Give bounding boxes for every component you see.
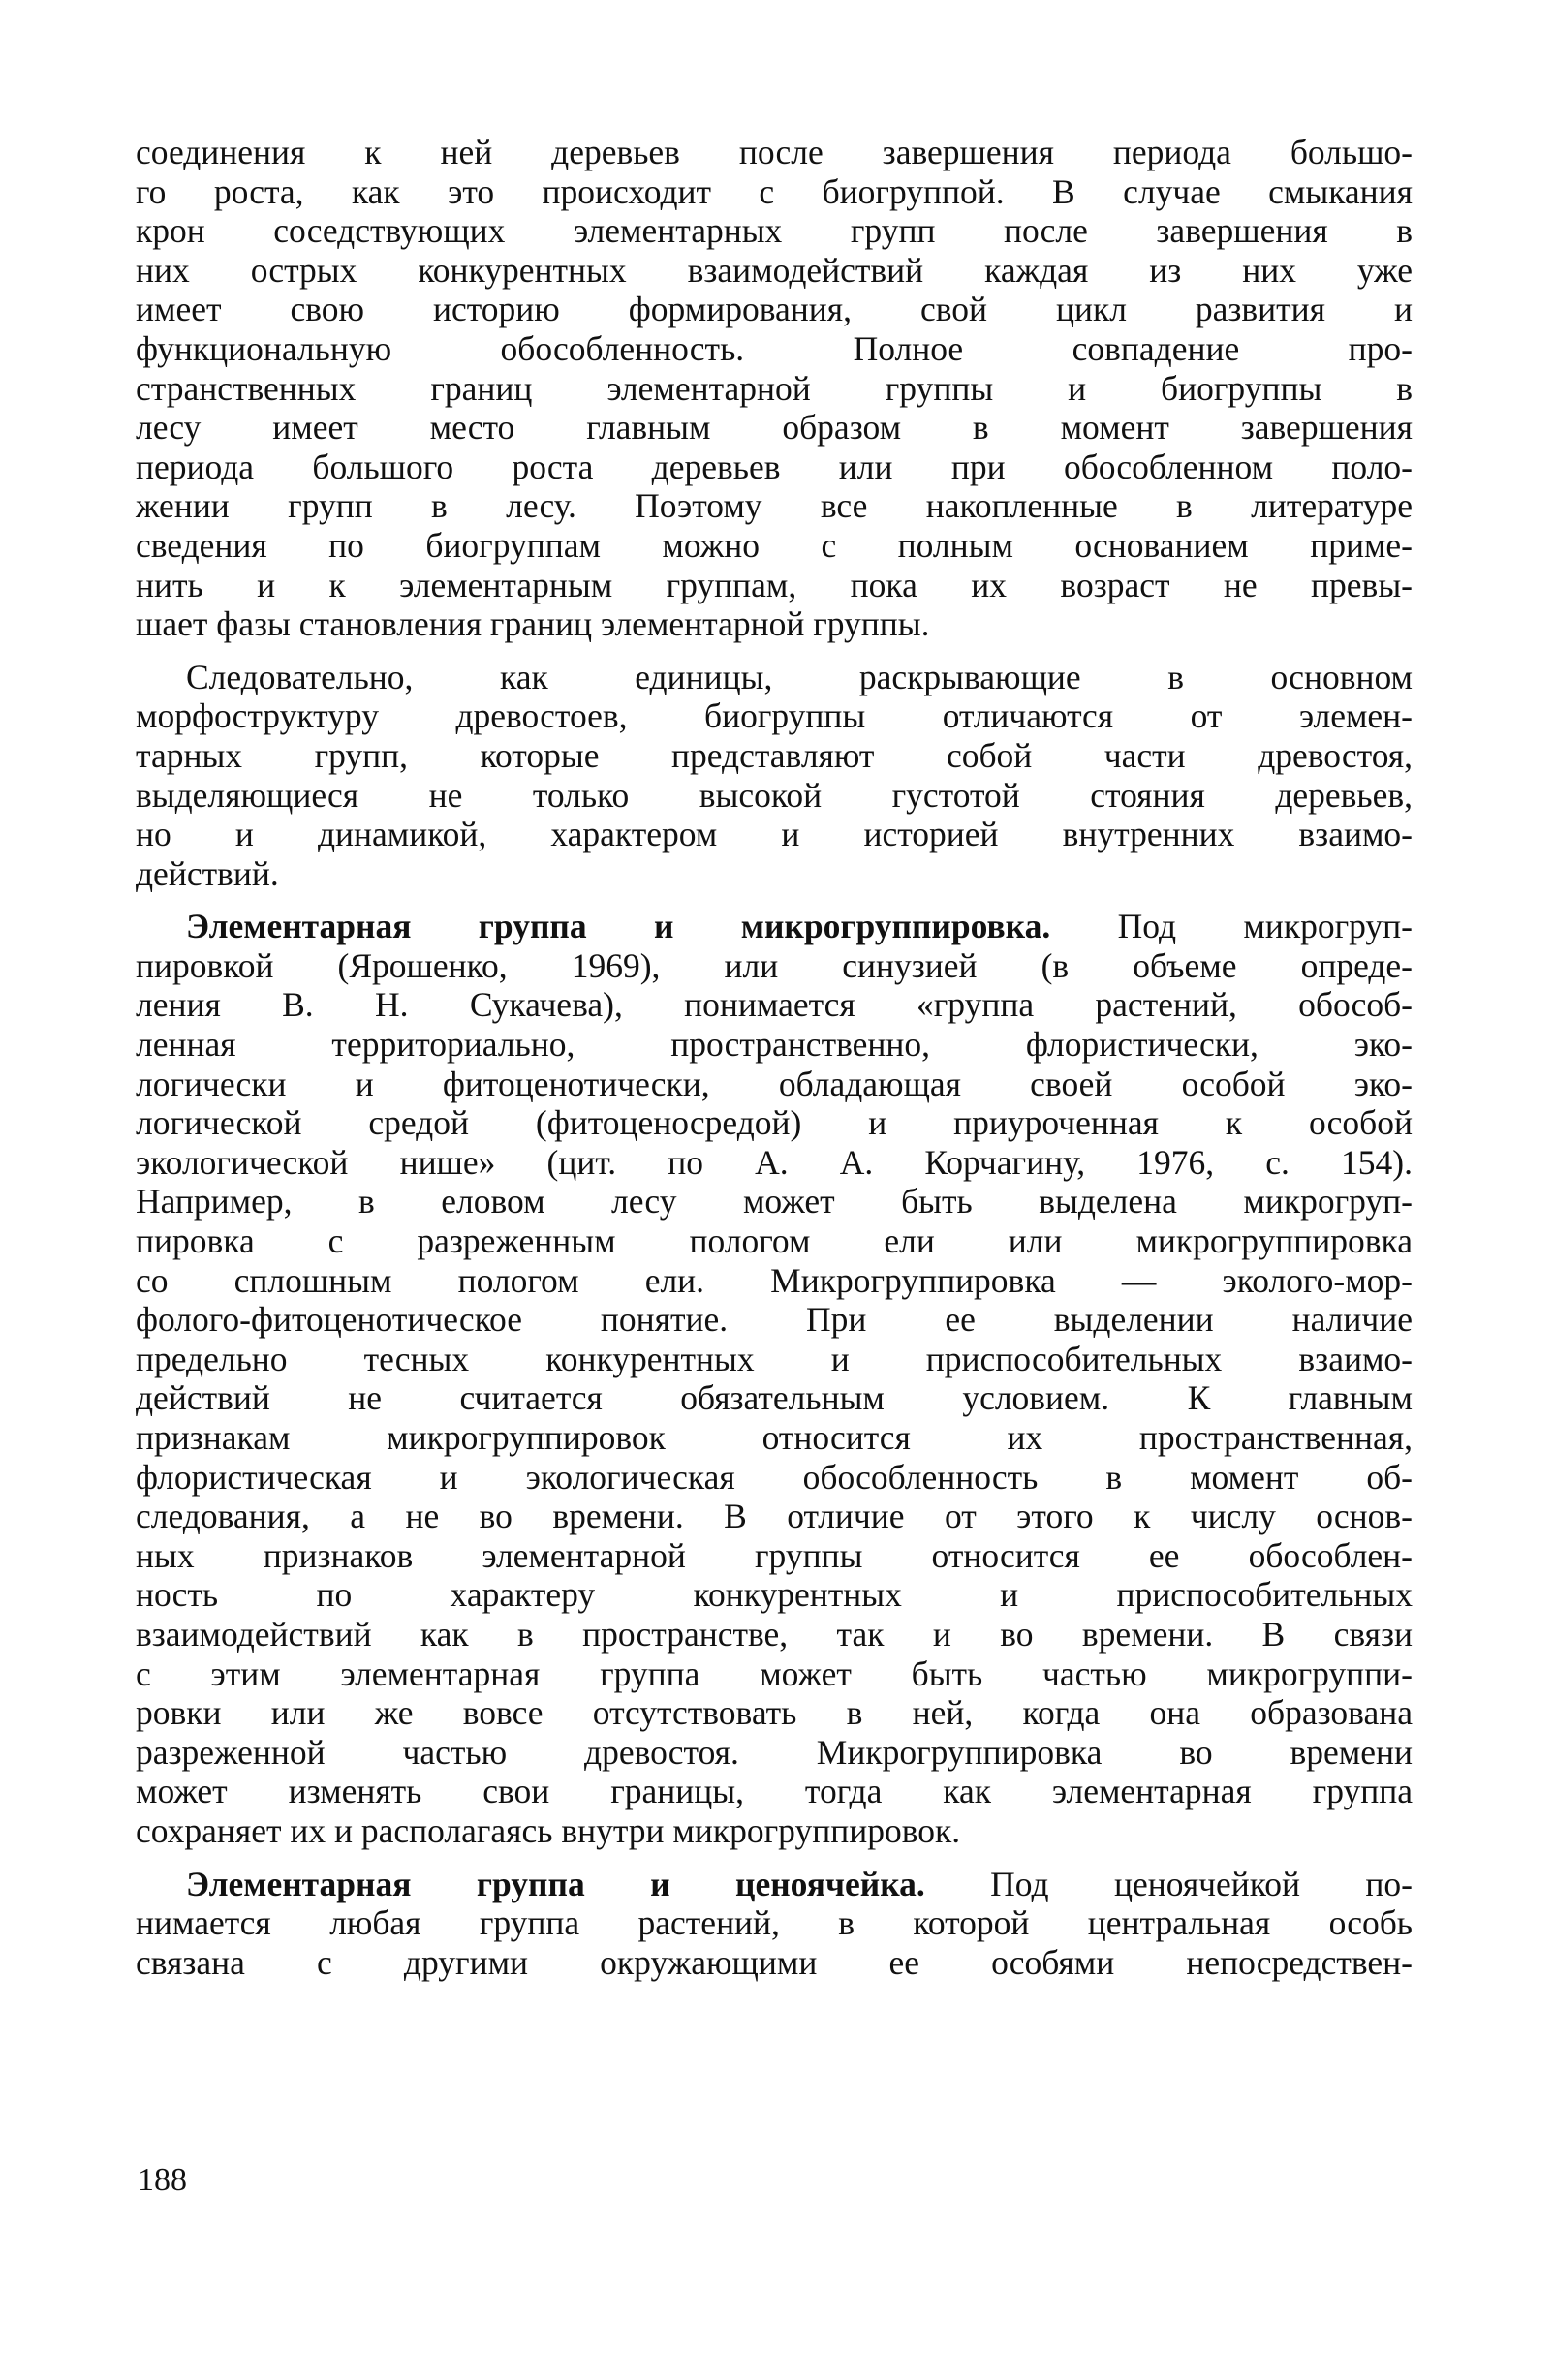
text-line: жении групп в лесу. Поэтому все накопленные в литературе <box>136 486 1413 526</box>
text-line: ления В. Н. Сукачева), понимается «группа растений, обособ- <box>136 985 1413 1025</box>
text-line: соединения к ней деревьев после завершения периода большо- <box>136 133 1413 171</box>
book-page <box>136 133 1413 1982</box>
text-line: взаимодействий как в пространстве, так и во времени. В связи <box>136 1614 1413 1654</box>
text-line: периода большого роста деревьев или при обособленном поло- <box>136 447 1413 486</box>
section-heading-coenocell: Элементарная группа и ценоячейка. <box>186 1864 925 1903</box>
text-line: сведения по биогруппам можно с полным основанием приме- <box>136 525 1413 565</box>
text-run: Под ценоячейкой по- <box>924 1864 1413 1903</box>
text-line: признакам микрогруппировок относится их пространственная, <box>136 1418 1413 1457</box>
text-line: тарных групп, которые представляют собой части древостоя, <box>136 735 1413 775</box>
paragraph-coenocell <box>136 1865 1413 1983</box>
text-run: Под микрогруп- <box>1050 907 1413 946</box>
text-line: морфоструктуру древостоев, биогруппы отличаются от элемен- <box>136 696 1413 736</box>
text-line: ность по характеру конкурентных и приспособительных <box>136 1575 1413 1615</box>
text-line: действий не считается обязательным условием. К главным <box>136 1378 1413 1418</box>
text-line: лесу имеет место главным образом в момент завершения <box>136 408 1413 448</box>
text-line: крон соседствующих элементарных групп после завершения в <box>136 211 1413 251</box>
paragraph-microgroup <box>136 907 1413 1850</box>
text-line: Следовательно, как единицы, раскрывающие в основном <box>186 657 1413 696</box>
text-line: нить и к элементарным группам, пока их возраст не превы- <box>136 565 1413 604</box>
text-line: разреженной частью древостоя. Микрогруппировка во времени <box>136 1732 1413 1772</box>
text-line: Например, в еловом лесу может быть выделена микрогруп- <box>136 1182 1413 1221</box>
section-heading-microgroup: Элементарная группа и микрогруппировка. <box>186 907 1051 946</box>
text-line: го роста, как это происходит с биогруппой. В случае смыкания <box>136 171 1413 211</box>
text-line: странственных границ элементарной группы и биогруппы в <box>136 368 1413 408</box>
text-line: имеет свою историю формирования, свой цикл развития и <box>136 290 1413 329</box>
text-line: действий. <box>136 853 279 893</box>
text-line: но и динамикой, характером и историей внутренних взаимо- <box>136 815 1413 854</box>
text-line: связана с другими окружающими ее особями непосредствен- <box>136 1942 1413 1982</box>
text-line: фолого-фитоценотическое понятие. При ее выделении наличие <box>136 1300 1413 1340</box>
text-line <box>136 1865 1413 1904</box>
text-line: со сплошным пологом ели. Микрогруппировка — эколого-мор- <box>136 1260 1413 1300</box>
text-line: пировка с разреженным пологом ели или микрогруппировка <box>136 1221 1413 1261</box>
text-line: может изменять свои границы, тогда как элементарная группа <box>136 1772 1413 1811</box>
text-line: предельно тесных конкурентных и приспособительных взаимо- <box>136 1339 1413 1378</box>
text-line: следования, а не во времени. В отличие от этого к числу основ- <box>136 1497 1413 1536</box>
text-line: функциональную обособленность. Полное совпадение про- <box>136 328 1413 368</box>
text-line: экологической нише» (цит. по А. А. Корчагину, 1976, с. 154). <box>136 1142 1413 1182</box>
text-line: ленная территориально, пространственно, флористически, эко- <box>136 1025 1413 1065</box>
text-line: логической средой (фитоценосредой) и приуроченная к особой <box>136 1103 1413 1143</box>
paragraph-conclusion <box>136 658 1413 894</box>
text-line: пировкой (Ярошенко, 1969), или синузией (в объеме опреде- <box>136 945 1413 985</box>
text-line: флористическая и экологическая обособленность в момент об- <box>136 1457 1413 1497</box>
text-line: ных признаков элементарной группы относится ее обособлен- <box>136 1535 1413 1575</box>
text-line: нимается любая группа растений, в которой центральная особь <box>136 1903 1413 1943</box>
text-line: выделяющиеся не только высокой густотой стояния деревьев, <box>136 775 1413 815</box>
text-line: шает фазы становления границ элементарной группы. <box>136 604 930 644</box>
text-line: с этим элементарная группа может быть частью микрогруппи- <box>136 1654 1413 1693</box>
text-line: них острых конкурентных взаимодействий каждая из них уже <box>136 250 1413 290</box>
text-line: логически и фитоценотически, обладающая своей особой эко- <box>136 1064 1413 1103</box>
paragraph-continuation <box>136 133 1413 644</box>
text-line: сохраняет их и располагаясь внутри микрогруппировок. <box>136 1810 961 1850</box>
text-line <box>136 907 1413 946</box>
page-number: 188 <box>138 2162 187 2198</box>
text-line: ровки или же вовсе отсутствовать в ней, когда она образована <box>136 1693 1413 1733</box>
